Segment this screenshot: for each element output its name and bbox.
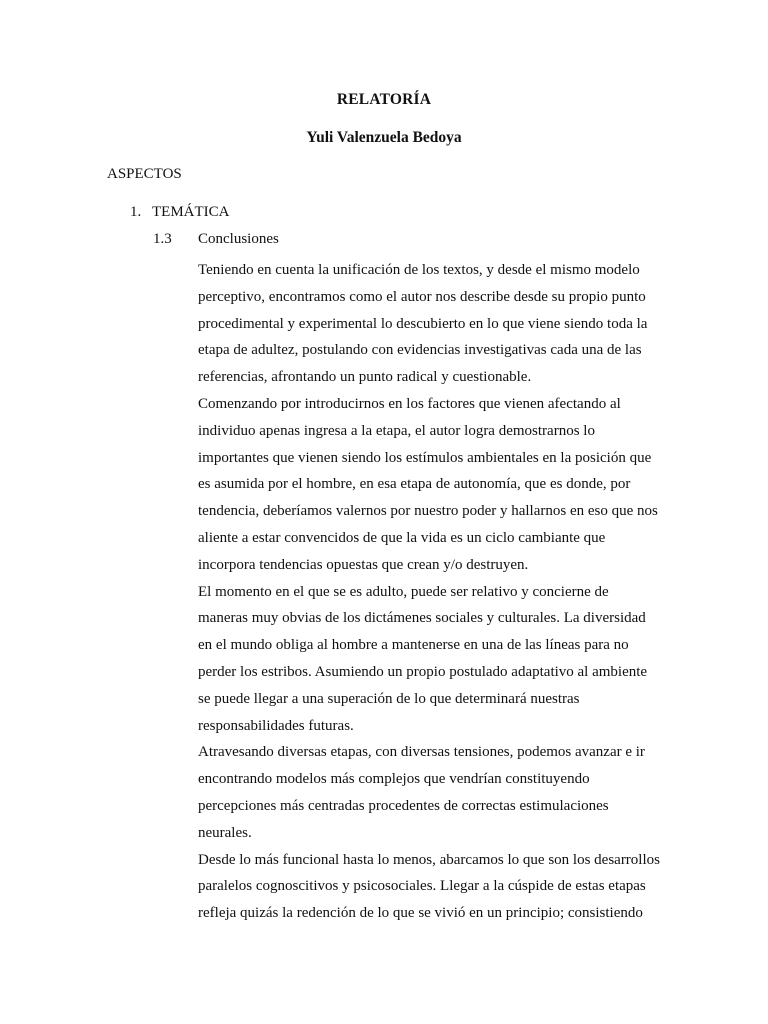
list-item-number: 1.: [130, 204, 142, 220]
text-line: tendencia, deberíamos valernos por nuestro poder y hallarnos en eso que nos: [198, 503, 658, 520]
text-line: Comenzando por introducirnos en los factores que vienen afectando al: [198, 395, 621, 412]
document-author: Yuli Valenzuela Bedoya: [306, 129, 462, 146]
text-line: perceptivo, encontramos como el autor nos describe desde su propio punto: [198, 288, 646, 305]
body-text: [198, 257, 668, 927]
text-line: se puede llegar a una superación de lo que determinará nuestras: [198, 690, 580, 707]
text-line: Teniendo en cuenta la unificación de los textos, y desde el mismo modelo: [198, 262, 640, 278]
paragraph: [198, 391, 668, 579]
sub-item-label: Conclusiones: [198, 231, 279, 247]
text-line: neurales.: [198, 824, 252, 841]
text-line: Desde lo más funcional hasta lo menos, abarcamos lo que son los desarrollos: [198, 851, 660, 868]
text-line: aliente a estar convencidos de que la vida es un ciclo cambiante que: [198, 529, 606, 546]
paragraph: [198, 257, 668, 391]
document-title: RELATORÍA: [336, 91, 432, 108]
numbered-list-item: [130, 204, 230, 221]
text-line: individuo apenas ingresa a la etapa, el autor logra demostrarnos lo: [198, 422, 595, 439]
text-line: percepciones más centradas procedentes de correctas estimulaciones: [198, 797, 609, 814]
text-line: Atravesando diversas etapas, con diversas tensiones, podemos avanzar e ir: [198, 744, 645, 761]
sub-list-item: [153, 231, 279, 248]
text-line: incorpora tendencias opuestas que crean y/o destruyen.: [198, 556, 529, 573]
text-line: encontrando modelos más complejos que vendrían constituyendo: [198, 771, 590, 788]
text-line: responsabilidades futuras.: [198, 717, 354, 734]
paragraph: [198, 579, 668, 740]
sub-item-number: 1.3: [153, 231, 172, 247]
text-line: perder los estribos. Asumiendo un propio postulado adaptativo al ambiente: [198, 663, 648, 680]
paragraph: [198, 847, 668, 927]
text-line: en el mundo obliga al hombre a mantenerse en una de las líneas para no: [198, 637, 629, 654]
text-line: importantes que vienen siendo los estímulos ambientales en la posición que: [198, 449, 652, 466]
text-line: El momento en el que se es adulto, puede ser relativo y concierne de: [198, 583, 609, 600]
section-heading: ASPECTOS: [107, 166, 182, 182]
list-item-label: TEMÁTICA: [152, 204, 230, 220]
paragraph: [198, 739, 668, 846]
text-line: maneras muy obvias de los dictámenes sociales y culturales. La diversidad: [198, 610, 646, 627]
text-line: etapa de adultez, postulando con evidencias investigativas cada una de las: [198, 342, 642, 359]
text-line: paralelos cognoscitivos y psicosociales. Llegar a la cúspide de estas etapas: [198, 878, 646, 895]
text-line: referencias, afrontando un punto radical y cuestionable.: [198, 369, 532, 386]
text-line: refleja quizás la redención de lo que se vivió en un principio; consistiendo: [198, 905, 643, 922]
text-line: procedimental y experimental lo descubierto en lo que viene siendo toda la: [198, 315, 648, 332]
text-line: es asumida por el hombre, en esa etapa de autonomía, que es donde, por: [198, 476, 631, 493]
